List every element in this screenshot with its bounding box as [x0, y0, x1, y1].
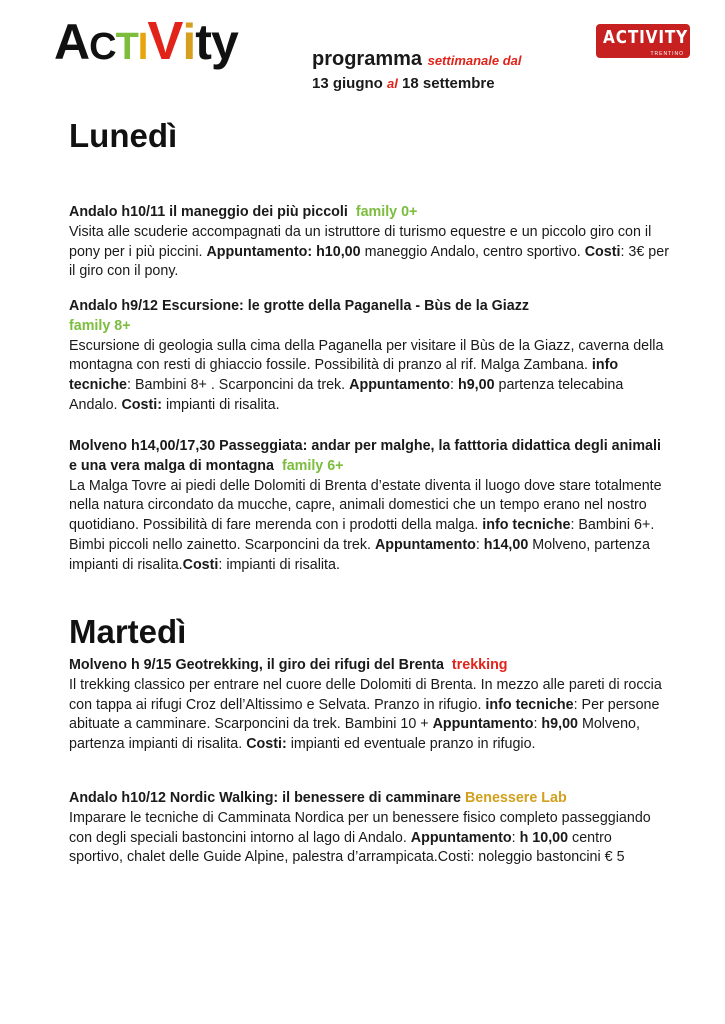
- programma-heading: [312, 48, 522, 70]
- event-body-bold: h14,00: [483, 536, 529, 553]
- event-tag: family 6+: [281, 457, 344, 474]
- event: [69, 297, 669, 416]
- event-body-text: : impianti di risalita.: [218, 556, 340, 573]
- event-body-text: : 3€ per il giro con il pony.: [69, 243, 669, 280]
- event-body-text: partenza telecabina Andalo.: [69, 377, 624, 413]
- event-body: [69, 337, 669, 416]
- event-body: [69, 809, 669, 868]
- event-body-text: maneggio Andalo, centro sportivo.: [360, 243, 585, 260]
- event-body-text: Il trekking classico per entrare nel cuore delle Dolomiti di Brenta. In mezzo alle pareti di roccia con tappa ai rifugi Croz dell’Altissimo e Selvata. Pranzo in rifugio.: [69, 676, 662, 713]
- event-body: [69, 477, 669, 576]
- event-body-text: centro sportivo, chalet delle Guide Alpine, palestra d’arrampicata.Costi: noleggio bastoncini € 5: [69, 829, 625, 866]
- event-title-text: Andalo h10/11 il maneggio dei più piccoli: [69, 204, 348, 220]
- event-body-text: La Malga Tovre ai piedi delle Dolomiti di Brenta d’estate diventa il luogo dove stare totalmente nella natura circondato da mucche, capre, animali domestici che un tempo erano nel nostro quotidiano. Possibilità di fare merenda con i prodotti della malga.: [69, 477, 662, 534]
- logo-letter: T: [115, 26, 138, 68]
- date-start: 13 giugno: [312, 75, 383, 92]
- event-body-text: Escursione di geologia sulla cima della Paganella per visitare il Bùs de la Giazz, caverna della montagna con resti di ghiaccio fossile. Possibilità di pranzo al rif. Malga Zambana.: [69, 337, 664, 374]
- activity-badge-logo: [596, 24, 690, 58]
- event-body-text: : Per persone abituate a camminare. Scarponcini da trek. Bambini 10 +: [69, 696, 660, 733]
- event-title: [69, 437, 669, 477]
- event-body-bold: Appuntamento: [349, 377, 451, 394]
- event-body-bold: Costi: [584, 243, 621, 260]
- event-body-bold: info tecniche: [482, 517, 571, 534]
- event-body-text: :: [475, 536, 484, 553]
- event-title: [69, 297, 669, 337]
- logo-letter: I: [137, 26, 148, 68]
- settimanale-label: settimanale dal: [427, 53, 522, 68]
- event-body-text: Molveno, partenza impianti di risalita.: [69, 716, 640, 753]
- event-title: [69, 789, 669, 809]
- logo-letter: t: [195, 14, 211, 70]
- programma-label: programma: [312, 48, 423, 70]
- event-body-bold: h9,00: [457, 377, 495, 394]
- logo-letter: y: [210, 14, 238, 70]
- event-body-text: impianti di risalita.: [161, 396, 280, 413]
- event: [69, 203, 669, 282]
- logo-letter: V: [147, 11, 183, 71]
- event-tag: trekking: [451, 657, 508, 673]
- event-body-bold: Costi:: [246, 736, 287, 753]
- date-end: 18 settembre: [402, 75, 495, 92]
- day-heading: Lunedì: [69, 117, 178, 154]
- event-body-text: :: [450, 377, 458, 394]
- day-heading: Martedì: [69, 613, 187, 650]
- event-body-bold: info tecniche: [485, 696, 574, 713]
- event-body-bold: Appuntamento: [410, 829, 512, 846]
- event: [69, 437, 669, 576]
- event-title-text: Andalo h10/12 Nordic Walking: il benessere di camminare: [69, 790, 461, 806]
- event-body: [69, 676, 669, 755]
- event-body-bold: h9,00: [541, 716, 578, 733]
- event-tag: family 0+: [355, 204, 418, 220]
- badge-text: ACTIVITY: [603, 27, 689, 48]
- event: [69, 789, 669, 868]
- event-body: [69, 223, 669, 282]
- event-body-text: :: [511, 829, 520, 846]
- event-title-text: Andalo h9/12 Escursione: le grotte della Paganella - Bùs de la Giazz: [69, 298, 530, 314]
- event-title: [69, 656, 669, 676]
- event-body-text: : Bambini 8+ . Scarponcini da trek.: [127, 377, 350, 394]
- event-body-bold: h 10,00: [519, 829, 569, 846]
- event-body-bold: Appuntamento: [432, 716, 534, 733]
- event-body-text: : Bambini 6+. Bimbi piccoli nello zainetto. Scarponcini da trek.: [69, 517, 655, 553]
- event-title-text: Molveno h 9/15 Geotrekking, il giro dei rifugi del Brenta: [69, 657, 444, 673]
- logo-letter: i: [182, 14, 196, 70]
- event-title-text: Molveno h14,00/17,30 Passeggiata: andar per malghe, la fatttoria didattica degli animali e una vera malga di montagna: [69, 438, 661, 474]
- event-body-bold: Appuntamento: h10,00: [206, 243, 361, 260]
- event-body-text: impianti ed eventuale pranzo in rifugio.: [286, 736, 536, 753]
- logo-letter: C: [89, 26, 116, 68]
- event-tag: family 8+: [69, 317, 131, 334]
- event-body-text: :: [533, 716, 542, 733]
- date-separator: al: [387, 76, 398, 91]
- event-body-bold: Appuntamento: [374, 536, 476, 553]
- event-body-bold: info tecniche: [69, 357, 619, 394]
- event: [69, 656, 669, 755]
- event-body-bold: Costi: [182, 556, 219, 573]
- event-body-bold: Costi:: [121, 396, 162, 413]
- activity-logo: [54, 11, 238, 71]
- badge-subtext: TRENTINO: [650, 51, 684, 57]
- event-tag: Benessere Lab: [464, 790, 567, 806]
- event-body-text: Imparare le tecniche di Camminata Nordica per un benessere fisico completo passeggiando con degli speciali bastoncini intorno al lago di Andalo.: [69, 809, 651, 846]
- date-range: [312, 75, 495, 92]
- event-title: [69, 203, 669, 223]
- event-body-text: Molveno, partenza impianti di risalita.: [69, 536, 650, 573]
- logo-letter: A: [54, 14, 90, 70]
- event-body-text: Visita alle scuderie accompagnati da un istruttore di turismo equestre e un piccolo giro con il pony per i più piccini.: [69, 223, 652, 260]
